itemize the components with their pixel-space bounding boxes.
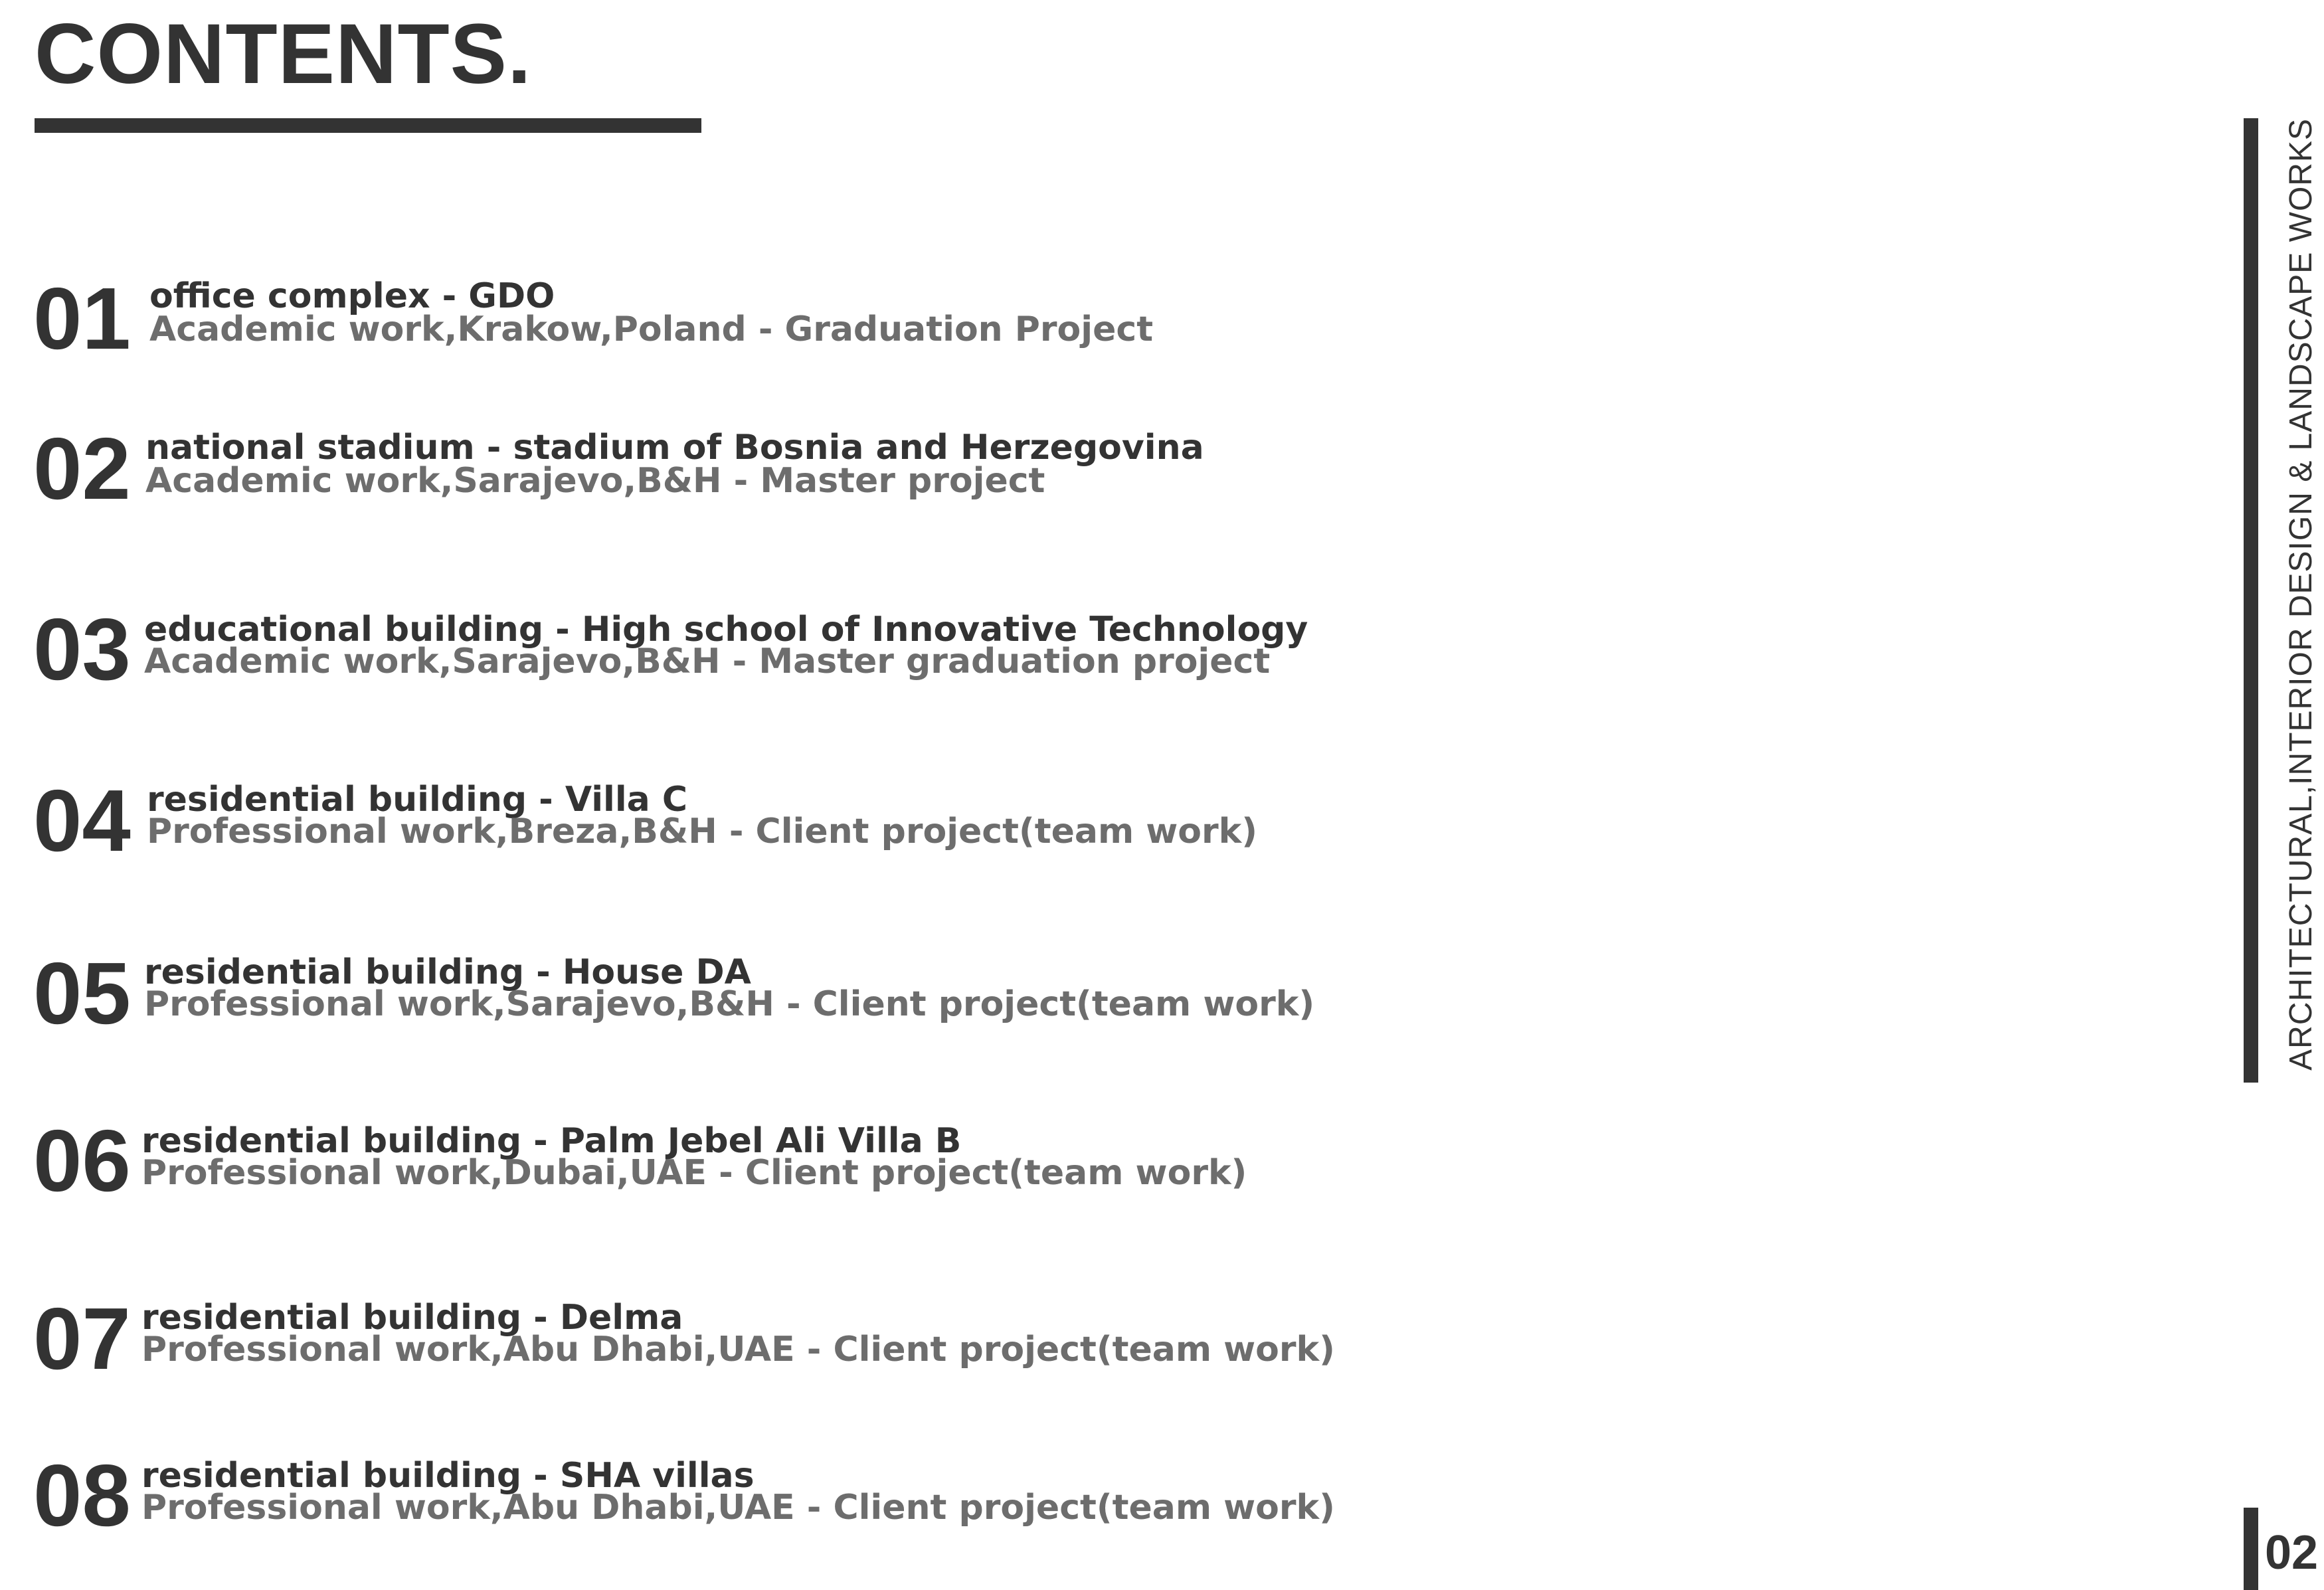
toc-entry-title: residential building - Delma bbox=[141, 1298, 683, 1338]
side-category-label: ARCHITECTURAL,INTERIOR DESIGN & LANDSCAPE WORKS bbox=[2283, 118, 2319, 1071]
toc-entry-title: residential building - House DA bbox=[144, 952, 751, 992]
toc-entry-subtitle: Academic work,Krakow,Poland - Graduation Project bbox=[149, 309, 1154, 349]
side-bar bbox=[2244, 118, 2258, 1083]
toc-entry-number: 06 bbox=[33, 1112, 131, 1209]
toc-entry-title: residential building - SHA villas bbox=[141, 1456, 755, 1496]
toc-entry-number: 03 bbox=[33, 600, 131, 698]
toc-entry-title: office complex - GDO bbox=[149, 276, 555, 316]
toc-entry-number: 04 bbox=[33, 772, 131, 869]
toc-entry-number: 07 bbox=[33, 1290, 131, 1387]
page-number: 02 bbox=[2265, 1526, 2319, 1579]
toc-entry-subtitle: Professional work,Abu Dhabi,UAE - Client project(team work) bbox=[141, 1330, 1335, 1369]
toc-entry-subtitle: Professional work,Breza,B&H - Client project(team work) bbox=[147, 812, 1257, 851]
page-title: CONTENTS. bbox=[35, 7, 532, 102]
toc-entry-subtitle: Professional work,Dubai,UAE - Client project(team work) bbox=[141, 1153, 1247, 1193]
toc-entry-title: residential building - Villa C bbox=[147, 780, 688, 820]
toc-entry-subtitle: Professional work,Sarajevo,B&H - Client project(team work) bbox=[144, 984, 1315, 1024]
toc-entry-subtitle: Academic work,Sarajevo,B&H - Master project bbox=[145, 461, 1045, 501]
toc-entry-number: 05 bbox=[33, 944, 131, 1042]
toc-entry-number: 08 bbox=[33, 1447, 131, 1544]
toc-entry-title: educational building - High school of Innovative Technology bbox=[144, 610, 1308, 650]
toc-entry-subtitle: Academic work,Sarajevo,B&H - Master graduation project bbox=[144, 642, 1271, 681]
toc-entry-title: national stadium - stadium of Bosnia and Herzegovina bbox=[145, 428, 1204, 468]
title-underline bbox=[35, 118, 701, 133]
toc-entry-subtitle: Professional work,Abu Dhabi,UAE - Client project(team work) bbox=[141, 1488, 1335, 1528]
toc-entry-number: 02 bbox=[33, 420, 131, 517]
toc-entry-title: residential building - Palm Jebel Ali Villa B bbox=[141, 1121, 962, 1161]
page-number-bar bbox=[2244, 1508, 2258, 1590]
toc-entry-number: 01 bbox=[33, 270, 131, 367]
